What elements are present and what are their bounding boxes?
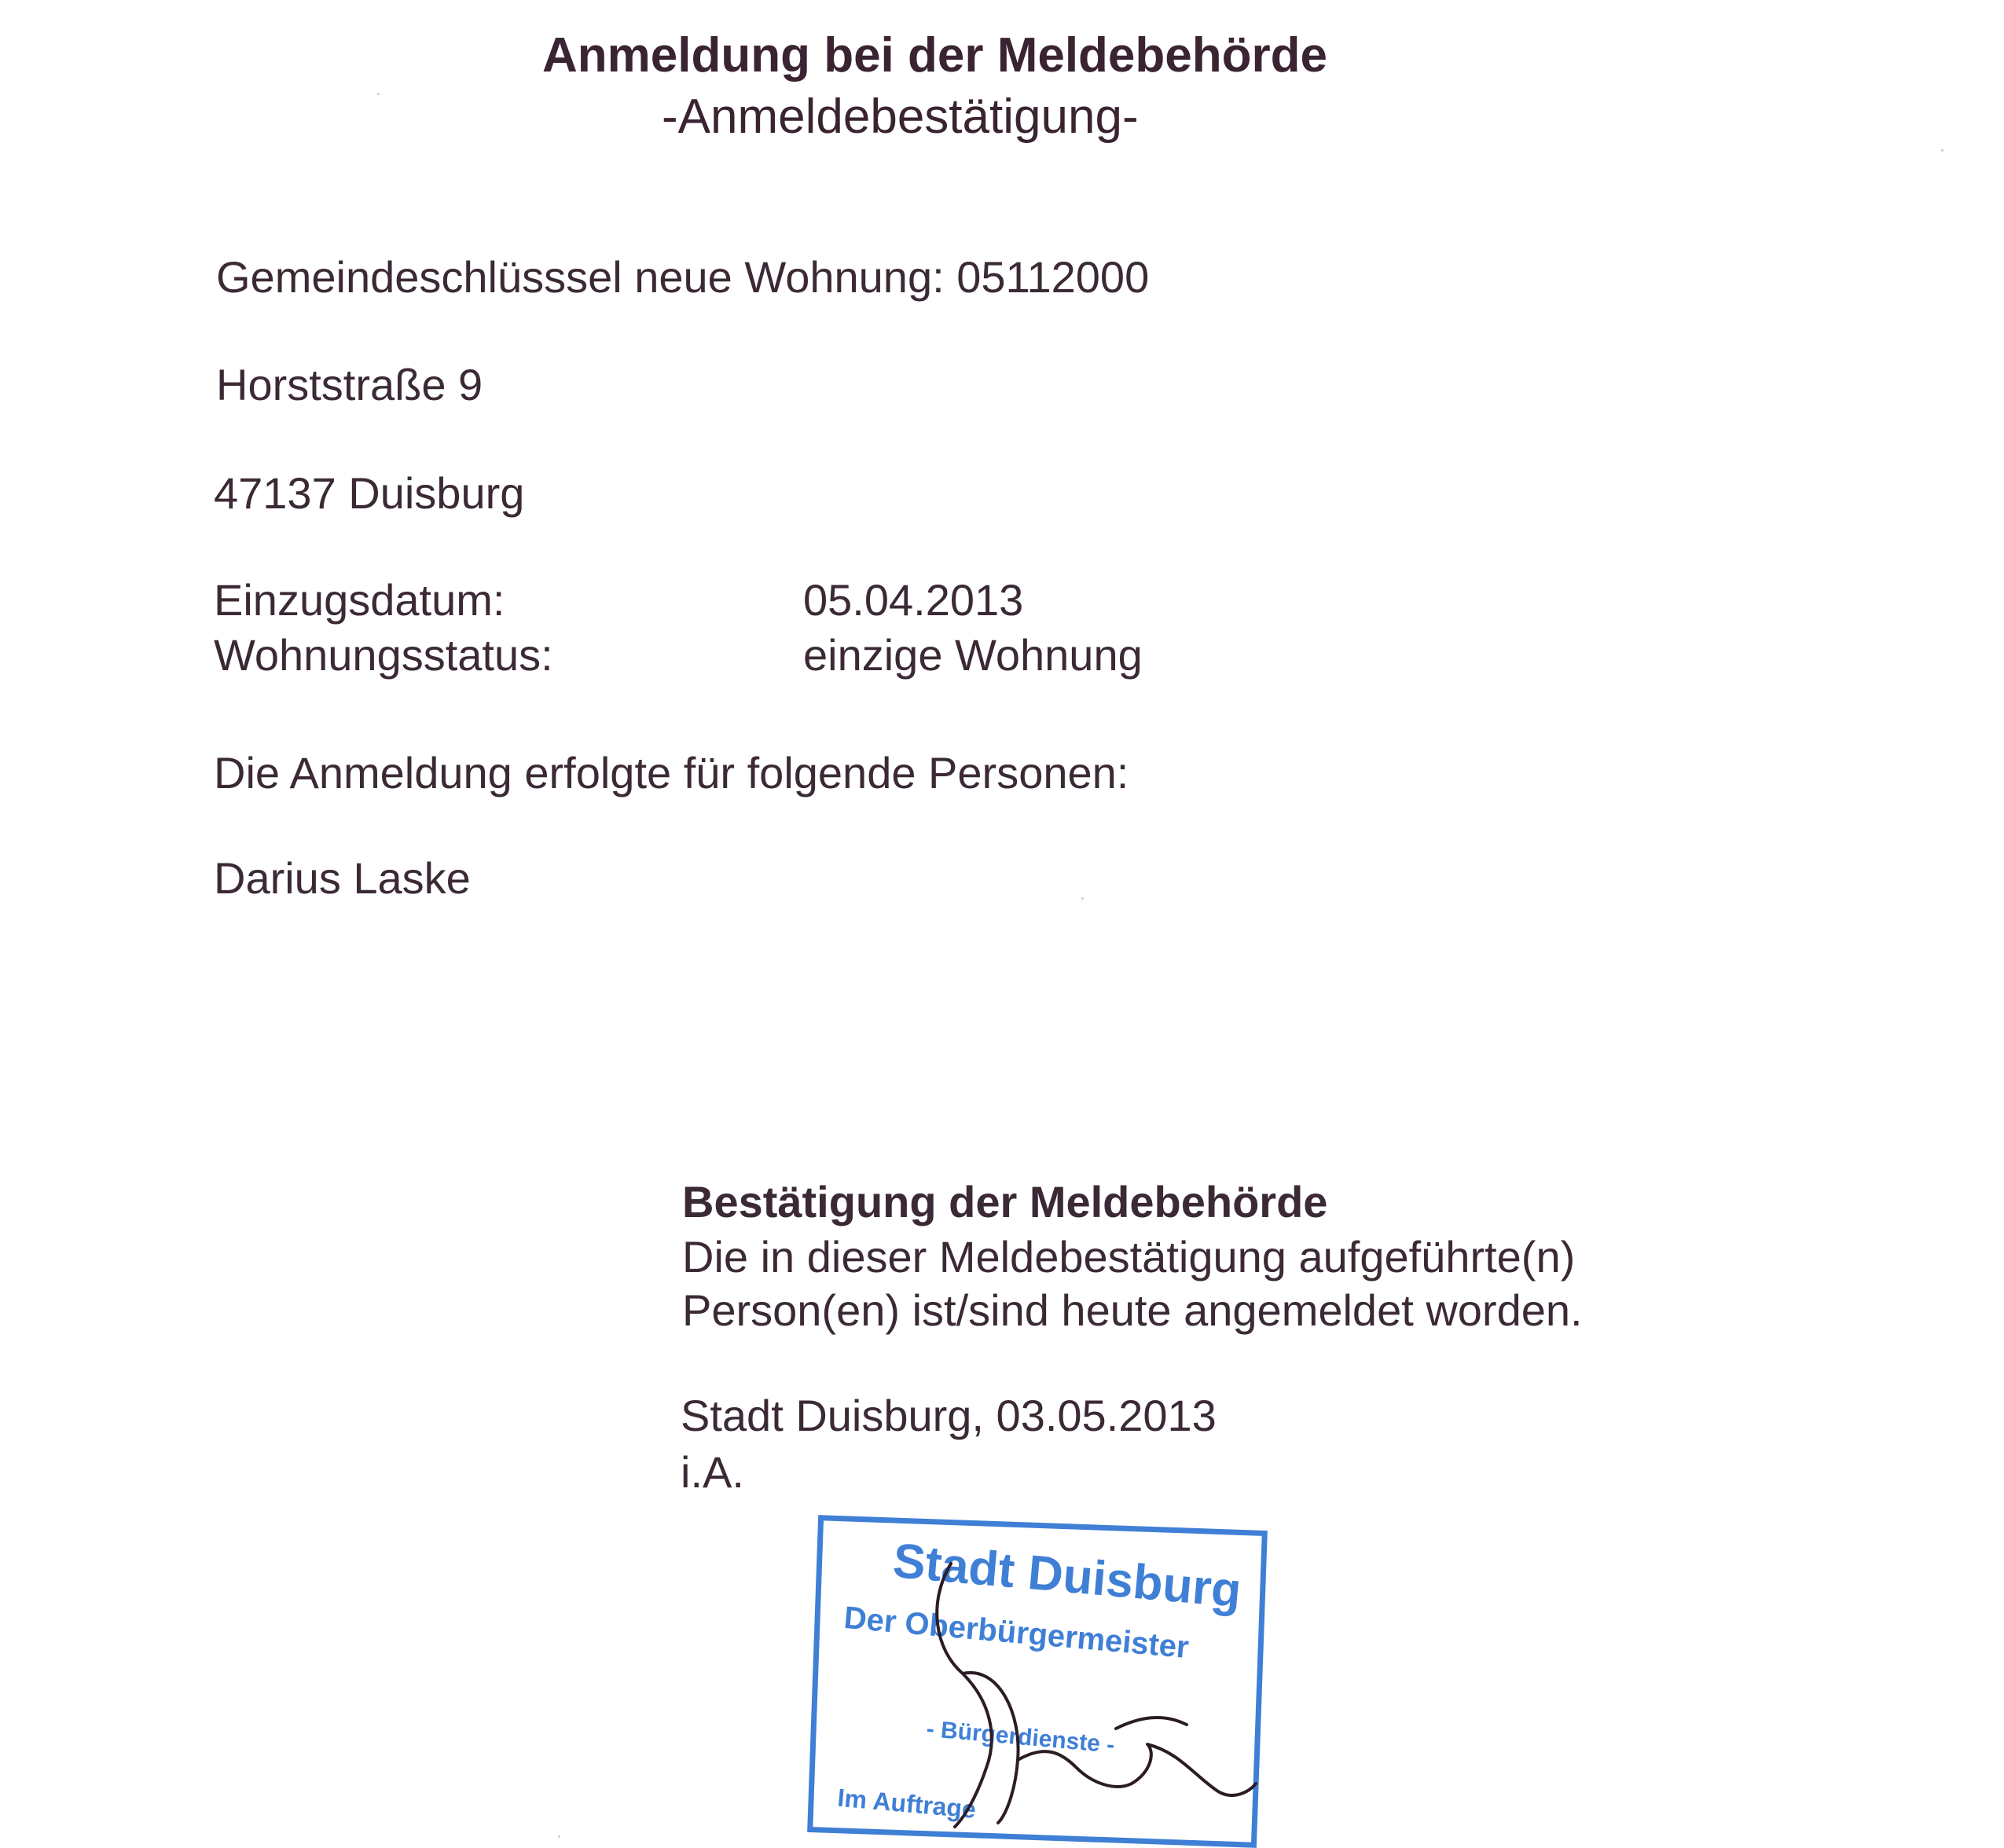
place-date: Stadt Duisburg, 03.05.2013: [681, 1391, 1217, 1440]
on-behalf-abbrev: i.A.: [681, 1447, 744, 1497]
move-in-value: 05.04.2013: [803, 575, 1024, 625]
document-subtitle: -Anmeldebestätigung-: [662, 90, 1139, 144]
scan-speck: [1941, 149, 1943, 152]
stamp-city: Stadt Duisburg: [890, 1534, 1244, 1619]
stamp-on-behalf: Im Auftrage: [836, 1783, 978, 1824]
scan-speck: [377, 93, 380, 95]
status-label: Wohnungsstatus:: [214, 630, 553, 680]
city-address: 47137 Duisburg: [214, 468, 525, 518]
confirmation-line-2: Person(en) ist/sind heute angemeldet worden.: [682, 1285, 1583, 1335]
handwritten-signature: [880, 1556, 1257, 1839]
stamp-department: - Bürgerdienste -: [925, 1715, 1116, 1758]
municipality-key: Gemeindeschlüsssel neue Wohnung: 05112000: [216, 252, 1150, 302]
move-in-label: Einzugsdatum:: [214, 575, 505, 625]
person-name: Darius Laske: [214, 853, 471, 903]
confirmation-heading: Bestätigung der Meldebehörde: [682, 1177, 1328, 1226]
stamp-office: Der Oberbürgermeister: [842, 1600, 1191, 1666]
scan-speck: [558, 1835, 560, 1838]
confirmation-line-1: Die in dieser Meldebestätigung aufgeführte(n): [682, 1232, 1576, 1282]
persons-intro: Die Anmeldung erfolgte für folgende Personen:: [214, 748, 1129, 798]
scan-speck: [1081, 897, 1084, 900]
street-address: Horststraße 9: [216, 360, 483, 409]
status-value: einzige Wohnung: [803, 630, 1143, 680]
document-title: Anmeldung bei der Meldebehörde: [542, 28, 1327, 82]
